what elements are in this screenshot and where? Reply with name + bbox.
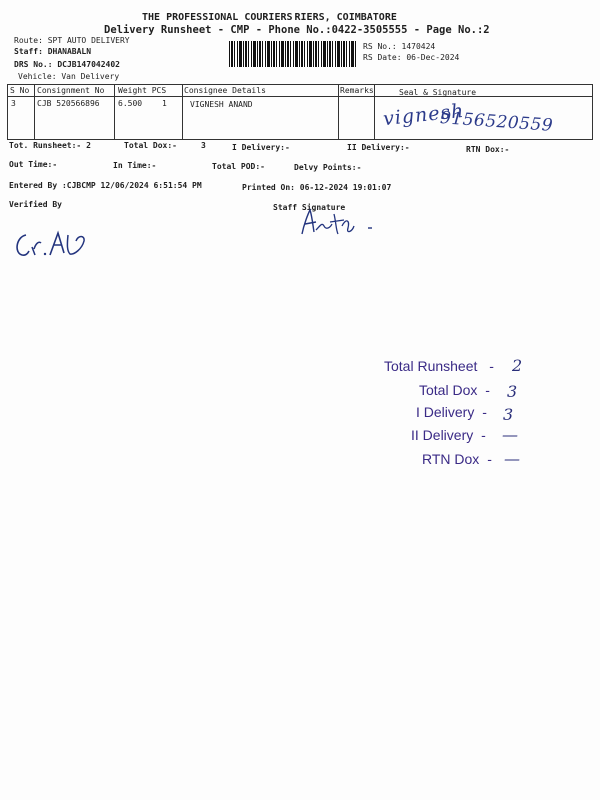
delvy-points: Delvy Points:- (294, 163, 362, 172)
printed-on: Printed On: 06-12-2024 19:01:07 (242, 183, 392, 192)
stamp-rtn-dox (422, 451, 492, 467)
verified-by-label: Verified By (9, 200, 62, 209)
handwritten-phone: 9156520559 (439, 108, 554, 136)
stamp-sep: - (485, 382, 490, 398)
company-name-line (140, 13, 397, 23)
route-text: Route: SPT AUTO DELIVERY (14, 36, 130, 45)
header-sno: S No (10, 86, 30, 95)
stamp-total-dox (419, 382, 490, 398)
entered-by: Entered By :CJBCMP 12/06/2024 6:51:54 PM (9, 181, 202, 190)
in-time: In Time:- (113, 161, 157, 170)
i-delivery: I Delivery:- (232, 143, 290, 152)
stamp-sep: - (489, 358, 494, 374)
staff-text: Staff: DHANABALN (14, 47, 92, 56)
header-consignee: Consignee Details (184, 86, 266, 95)
row-pcs: 1 (162, 99, 167, 108)
col-divider (34, 85, 35, 139)
rtn-dox: RTN Dox:- (466, 145, 510, 154)
handwritten-recipient-name: vignesh (382, 99, 466, 131)
stamp-ii-delivery (411, 427, 486, 443)
staff-signature-label: Staff Signature (273, 203, 346, 212)
stamp-i-delivery (416, 404, 487, 420)
company-name-overlay: THE PROFESSIONAL COURIERS (142, 12, 293, 23)
row-consignee: VIGNESH ANAND (190, 100, 253, 109)
stamp-label: II Delivery (411, 427, 474, 443)
stamp-value-ii-delivery: — (502, 425, 518, 444)
stamp-sep: - (481, 427, 486, 443)
stamp-value-rtn-dox: — (504, 449, 520, 468)
total-dox-label: Total Dox:- (124, 141, 177, 150)
stamp-value-i-delivery: 3 (503, 405, 514, 424)
tot-runsheet: Tot. Runsheet:- 2 (9, 141, 91, 150)
rs-date-text: RS Date: 06-Dec-2024 (363, 53, 460, 62)
header-consignment: Consignment No (37, 86, 105, 95)
ii-delivery: II Delivery:- (347, 143, 410, 152)
col-divider (374, 85, 375, 139)
row-consignment: CJB 520566896 (37, 99, 100, 108)
total-pod: Total POD:- (212, 162, 265, 171)
col-divider (182, 85, 183, 139)
stamp-label: Total Runsheet (384, 358, 478, 374)
header-remarks: Remarks (340, 86, 374, 95)
row-weight: 6.500 (118, 99, 143, 108)
row-sno: 3 (11, 99, 16, 108)
total-dox-value: 3 (201, 141, 206, 150)
out-time: Out Time:- (9, 160, 58, 169)
stamp-value-dox: 3 (507, 382, 518, 401)
col-divider (338, 85, 339, 139)
verified-signature (12, 225, 92, 261)
stamp-value-runsheet: 2 (512, 356, 523, 375)
company-name-tail: RIERS, COIMBATORE (294, 12, 397, 23)
col-divider (114, 85, 115, 139)
vehicle-text: Vehicle: Van Delivery (18, 72, 120, 81)
header-weight-pcs: Weight PCS (118, 86, 167, 95)
table-header-divider (8, 96, 592, 97)
header-seal: Seal & Signature (399, 88, 477, 97)
runsheet-title: Delivery Runsheet - CMP - Phone No.:0422-3505555 - Page No.:2 (104, 24, 490, 36)
drs-no-text: DRS No.: DCJB147042402 (14, 60, 120, 69)
staff-signature (296, 206, 386, 240)
barcode-image (229, 41, 357, 67)
stamp-total-runsheet (384, 358, 494, 374)
stamp-label: Total Dox (419, 382, 478, 398)
stamp-label: RTN Dox (422, 451, 480, 467)
stamp-sep: - (487, 451, 492, 467)
stamp-sep: - (482, 404, 487, 420)
rs-no-text: RS No.: 1470424 (363, 42, 436, 51)
stamp-label: I Delivery (416, 404, 475, 420)
